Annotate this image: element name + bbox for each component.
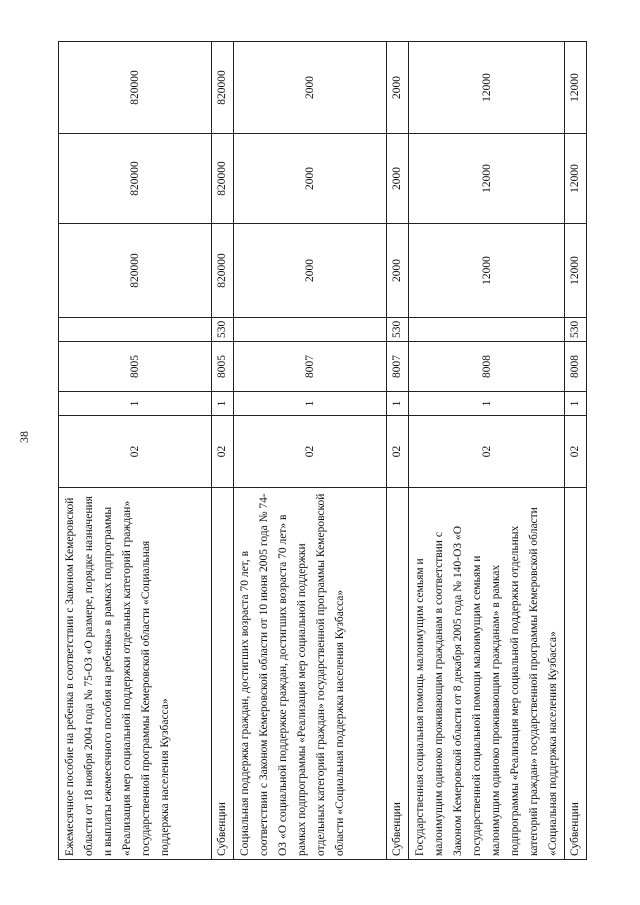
row-value-2: 2000 <box>234 134 387 224</box>
row-name: Субвенции <box>387 488 409 860</box>
row-code-2: 1 <box>59 392 212 416</box>
row-code-1: 02 <box>59 416 212 488</box>
row-code-4 <box>59 318 212 342</box>
row-code-3: 8008 <box>565 342 587 392</box>
row-code-4: 530 <box>387 318 409 342</box>
table-row <box>212 42 234 860</box>
table-row <box>409 42 565 860</box>
row-value-1: 820000 <box>59 224 212 318</box>
table-row <box>59 42 212 860</box>
row-value-2: 820000 <box>212 134 234 224</box>
row-code-1: 02 <box>387 416 409 488</box>
table-row <box>234 42 387 860</box>
row-value-1: 12000 <box>565 224 587 318</box>
row-value-3: 2000 <box>234 42 387 134</box>
row-code-1: 02 <box>409 416 565 488</box>
row-name: Государственная социальная помощь малоимущим семьям и малоимущим одиноко проживающим гражданам в соответствии с Законом Кемеровской области от 8 декабря 2005 года № 140-ОЗ «О государственной социальной помощи малоимущим семьям и малоимущим одиноко проживающим гражданам» в рамках подпрограммы «Реализация мер социальной поддержки отдельных категорий граждан» государственной программы Кемеровской области «Социальная поддержка населения Кузбасса» <box>409 488 565 860</box>
row-value-2: 2000 <box>387 134 409 224</box>
row-code-1: 02 <box>212 416 234 488</box>
row-value-3: 12000 <box>565 42 587 134</box>
row-value-3: 2000 <box>387 42 409 134</box>
row-code-4 <box>409 318 565 342</box>
row-name: Социальная поддержка граждан, достигших возраста 70 лет, в соответствии с Законом Кемеровской области от 10 июня 2005 года № 74-ОЗ «О социальной поддержке граждан, достигших возраста 70 лет» в рамках подпрограммы «Реализация мер социальной поддержки отдельных категорий граждан» государственной программы Кемеровской области «Социальная поддержка населения Кузбасса» <box>234 488 387 860</box>
row-name: Ежемесячное пособие на ребенка в соответствии с Законом Кемеровской области от 18 ноября 2004 года № 75-ОЗ «О размере, порядке назначения и выплаты ежемесячного пособия на ребенка» в рамках подпрограммы «Реализация мер социальной поддержки отдельных категорий граждан» государственной программы Кемеровской области «Социальная поддержка населения Кузбасса» <box>59 488 212 860</box>
row-value-3: 820000 <box>212 42 234 134</box>
row-value-2: 12000 <box>565 134 587 224</box>
budget-table <box>58 41 587 860</box>
row-value-1: 12000 <box>409 224 565 318</box>
row-code-3: 8005 <box>212 342 234 392</box>
page-number: 38 <box>17 431 31 443</box>
row-code-2: 1 <box>565 392 587 416</box>
row-value-1: 2000 <box>387 224 409 318</box>
row-code-3: 8005 <box>59 342 212 392</box>
row-value-2: 12000 <box>409 134 565 224</box>
row-code-2: 1 <box>212 392 234 416</box>
row-name: Субвенции <box>565 488 587 860</box>
row-code-2: 1 <box>234 392 387 416</box>
row-code-4 <box>234 318 387 342</box>
rotated-budget-table <box>58 42 581 860</box>
row-code-3: 8007 <box>387 342 409 392</box>
table-row <box>565 42 587 860</box>
row-code-3: 8007 <box>234 342 387 392</box>
row-code-3: 8008 <box>409 342 565 392</box>
row-value-3: 12000 <box>409 42 565 134</box>
row-code-2: 1 <box>387 392 409 416</box>
row-code-4: 530 <box>565 318 587 342</box>
row-value-1: 2000 <box>234 224 387 318</box>
table-row <box>387 42 409 860</box>
row-code-1: 02 <box>565 416 587 488</box>
row-value-2: 820000 <box>59 134 212 224</box>
row-code-1: 02 <box>234 416 387 488</box>
row-value-1: 820000 <box>212 224 234 318</box>
row-value-3: 820000 <box>59 42 212 134</box>
row-code-2: 1 <box>409 392 565 416</box>
row-name: Субвенции <box>212 488 234 860</box>
row-code-4: 530 <box>212 318 234 342</box>
